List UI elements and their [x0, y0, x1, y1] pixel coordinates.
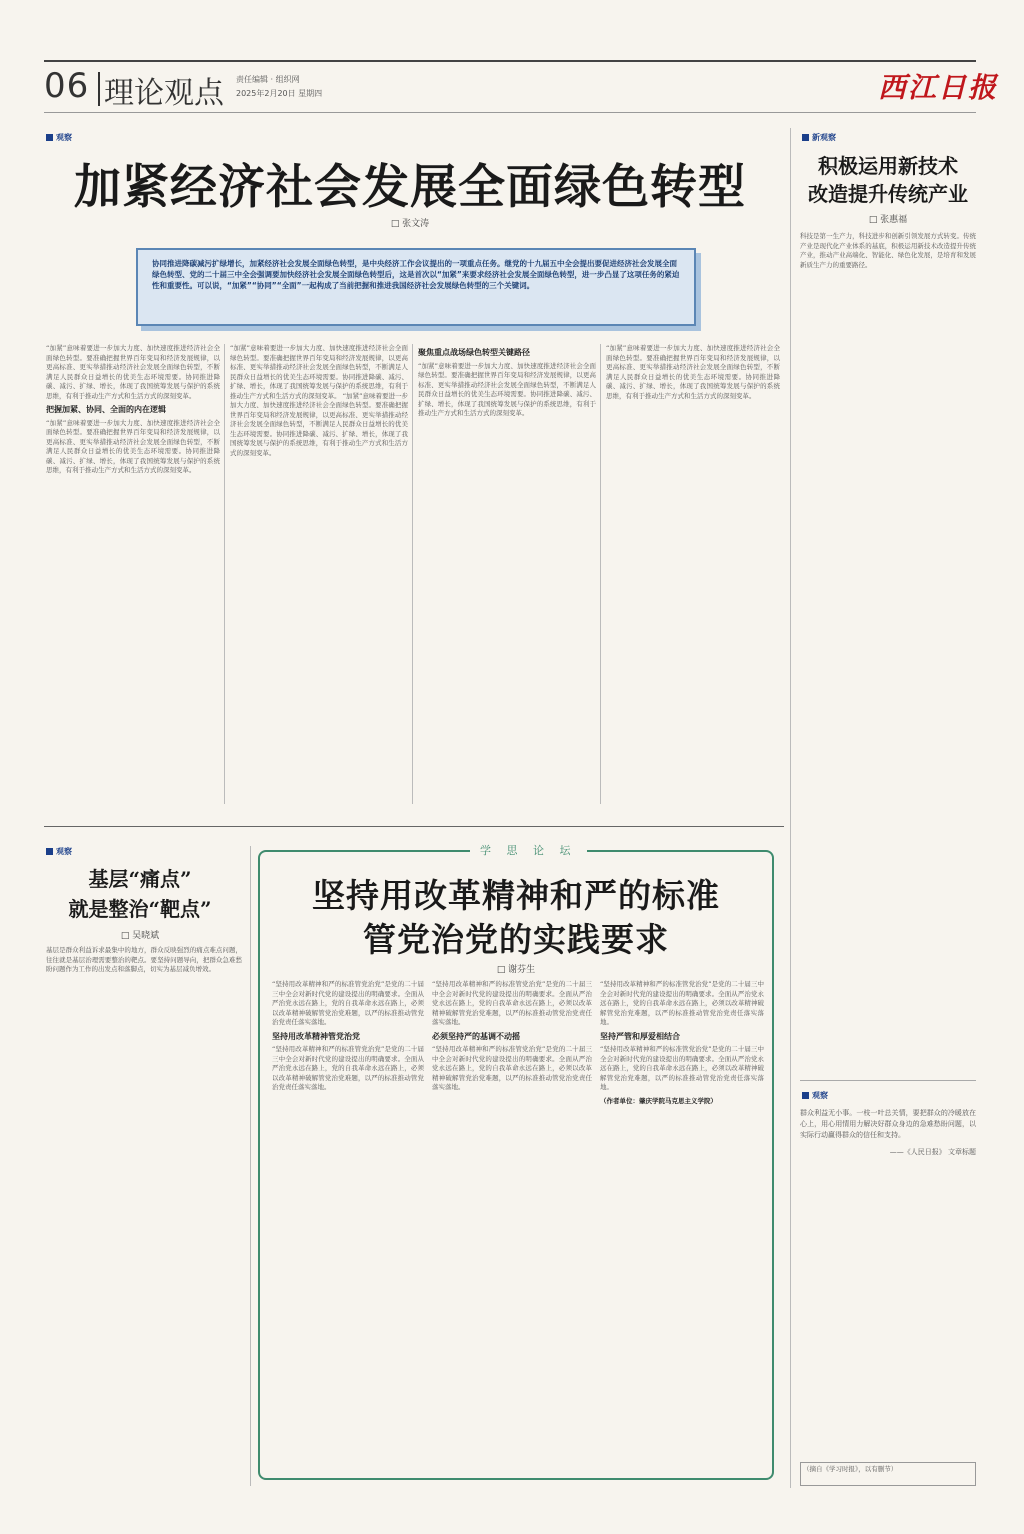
box-subhead-2: 必须坚持严的基调不动摇 — [432, 1031, 520, 1041]
small-body-text: 基层是群众利益诉求最集中的地方，群众反映强烈的痛点难点问题，往往就是基层治理需要整治的靶点。要坚持问题导向，把群众急难愁盼问题作为工作的出发点和落脚点，切实为基层减负增效。 — [46, 946, 242, 973]
column-divider — [600, 344, 601, 804]
top-rule — [44, 60, 976, 62]
main-body-text: “加紧”意味着要进一步加大力度、加快速度推进经济社会全面绿色转型。要准确把握世界百年变局和经济发展规律，以更高标准、更实举措推动经济社会发展全面绿色转型，不断满足人民群众日益增长的优美生态环境需要。协同推进降碳、减污、扩绿、增长，体现了我国统筹发展与保护的系统思维，有利于推动生产方式和生活方式的深刻变革。 — [230, 391, 408, 457]
main-column-3 — [418, 344, 596, 804]
bottom-right-tag: 观察 — [802, 1090, 828, 1101]
box-column-1 — [272, 980, 424, 1470]
column-divider — [412, 344, 413, 804]
side-article-tag: 新观察 — [802, 132, 836, 143]
small-body — [46, 946, 242, 1486]
box-column-2 — [432, 980, 592, 1470]
main-byline: □ 张文涛 — [390, 219, 430, 229]
issue-date: 2025年2月20日 星期四 — [236, 89, 323, 98]
main-body-text: “加紧”意味着要进一步加大力度、加快速度推进经济社会全面绿色转型。要准确把握世界百年变局和经济发展规律，以更高标准、更实举措推动经济社会发展全面绿色转型，不断满足人民群众日益增长的优美生态环境需要。协同推进降碳、减污、扩绿、增长，体现了我国统筹发展与保护的系统思维，有利于推动生产方式和生活方式的深刻变革。 — [46, 418, 220, 474]
side-body-text: 科技是第一生产力，科技进步和创新引领发展方式转变。传统产业是现代化产业体系的基底，积极运用新技术改造提升传统产业，推动产业高端化、智能化、绿色化发展，是培育和发展新质生产力的重要路径。 — [800, 232, 976, 269]
box-subhead-3: 坚持严管和厚爱相结合 — [600, 1031, 680, 1041]
small-byline: □ 吴晓斌 — [120, 931, 160, 941]
side-headline — [798, 152, 978, 208]
box-body-text: “坚持用改革精神和严的标准管党治党”是党的二十届三中全会对新时代党的建设提出的明确要求。全面从严治党永远在路上，党的自我革命永远在路上，必须以改革精神破解管党治党难题，以严的标准推动管党治党责任落实落地。 — [600, 980, 764, 1026]
box-headline-line-2: 管党治党的实践要求 — [363, 920, 669, 959]
box-column-3 — [600, 980, 764, 1470]
box-headline-line-1: 坚持用改革精神和严的标准 — [312, 876, 720, 915]
main-column-2 — [230, 344, 408, 804]
column-divider — [224, 344, 225, 804]
main-lead-box: 协同推进降碳减污扩绿增长，加紧经济社会发展全面绿色转型，是中央经济工作会议提出的一项重点任务。继党的十九届五中全会提出要促进经济社会发展全面绿色转型、党的二十届三中全会强调要加快经济社会发展全面绿色转型后，这是首次以“加紧”来要求经济社会发展全面绿色转型，进一步凸显了这项任务的紧迫性和重要性。可以说，“加紧”“协同”“全面”一起构成了当前把握和推进我国经济社会发展绿色转型的三个关键词。 — [136, 248, 696, 326]
section-title: 理论观点 — [104, 76, 224, 111]
side-divider — [790, 128, 791, 1488]
bottom-right-source: ——《人民日报》 文章标题 — [889, 1148, 976, 1156]
bottom-right-note: （摘自《学习时报》，以有删节） — [800, 1462, 976, 1486]
small-headline-line-2: 就是整治“靶点” — [68, 897, 212, 921]
newspaper-masthead: 西江日报 — [878, 71, 999, 104]
small-headline — [40, 864, 240, 924]
box-author-note: （作者单位：肇庆学院马克思主义学院） — [600, 1096, 717, 1105]
side-headline-line-1: 积极运用新技术 — [818, 154, 958, 178]
main-body-text: “加紧”意味着要进一步加大力度、加快速度推进经济社会全面绿色转型。要准确把握世界百年变局和经济发展规律，以更高标准、更实举措推动经济社会发展全面绿色转型，不断满足人民群众日益增长的优美生态环境需要。协同推进降碳、减污、扩绿、增长，体现了我国统筹发展与保护的系统思维，有利于推动生产方式和生活方式的深刻变革。 — [230, 344, 408, 400]
main-subhead-1: 把握加紧、协同、全面的内在逻辑 — [46, 405, 166, 414]
main-article-tag: 观察 — [46, 132, 72, 143]
main-headline: 加紧经济社会发展全面绿色转型 — [74, 160, 746, 215]
box-body-text: “坚持用改革精神和严的标准管党治党”是党的二十届三中全会对新时代党的建设提出的明确要求。全面从严治党永远在路上，党的自我革命永远在路上，必须以改革精神破解管党治党难题，以严的标准推动管党治党责任落实落地。 — [272, 980, 424, 1026]
main-subhead-2: 聚焦重点战场绿色转型关键路径 — [418, 348, 530, 357]
side-byline: □ 张惠福 — [868, 215, 908, 225]
header-rule — [44, 112, 976, 113]
box-byline: □ 谢芬生 — [496, 965, 536, 975]
bottom-right-body — [800, 1108, 976, 1428]
header-divider — [98, 72, 100, 106]
box-body-text: “坚持用改革精神和严的标准管党治党”是党的二十届三中全会对新时代党的建设提出的明确要求。全面从严治党永远在路上，党的自我革命永远在路上，必须以改革精神破解管党治党难题，以严的标准推动管党治党责任落实落地。 — [432, 980, 592, 1026]
column-divider — [250, 846, 251, 1486]
main-body-text: “加紧”意味着要进一步加大力度、加快速度推进经济社会全面绿色转型。要准确把握世界百年变局和经济发展规律，以更高标准、更实举措推动经济社会发展全面绿色转型，不断满足人民群众日益增长的优美生态环境需要。协同推进降碳、减污、扩绿、增长，体现了我国统筹发展与保护的系统思维，有利于推动生产方式和生活方式的深刻变革。 — [606, 344, 780, 400]
side-headline-line-2: 改造提升传统产业 — [808, 182, 968, 206]
small-headline-line-1: 基层“痛点” — [88, 867, 192, 891]
box-body-text: “坚持用改革精神和严的标准管党治党”是党的二十届三中全会对新时代党的建设提出的明确要求。全面从严治党永远在路上，党的自我革命永远在路上，必须以改革精神破解管党治党难题，以严的标准推动管党治党责任落实落地。 — [272, 1045, 424, 1091]
main-column-4 — [606, 344, 780, 804]
box-body-text: “坚持用改革精神和严的标准管党治党”是党的二十届三中全会对新时代党的建设提出的明确要求。全面从严治党永远在路上，党的自我革命永远在路上，必须以改革精神破解管党治党难题，以严的标准推动管党治党责任落实落地。 — [600, 1045, 764, 1091]
main-body-text: “加紧”意味着要进一步加大力度、加快速度推进经济社会全面绿色转型。要准确把握世界百年变局和经济发展规律，以更高标准、更实举措推动经济社会发展全面绿色转型，不断满足人民群众日益增长的优美生态环境需要。协同推进降碳、减污、扩绿、增长，体现了我国统筹发展与保护的系统思维，有利于推动生产方式和生活方式的深刻变革。 — [46, 344, 220, 400]
small-article-tag: 观察 — [46, 846, 72, 857]
middle-rule — [44, 826, 784, 827]
editor-info: 责任编辑 · 组织网 — [236, 75, 300, 84]
main-column-1 — [46, 344, 220, 804]
side-body — [800, 232, 976, 1072]
page-number: 06 — [44, 66, 90, 106]
box-body-text: “坚持用改革精神和严的标准管党治党”是党的二十届三中全会对新时代党的建设提出的明确要求。全面从严治党永远在路上，党的自我革命永远在路上，必须以改革精神破解管党治党难题，以严的标准推动管党治党责任落实落地。 — [432, 1045, 592, 1091]
bottom-right-text: 群众利益无小事。一枝一叶总关情，要把群众的冷暖放在心上，用心用情用力解决好群众身边的急难愁盼问题，以实际行动赢得群众的信任和支持。 — [800, 1109, 976, 1139]
boxed-article-label: 学 思 论 坛 — [470, 842, 587, 858]
side-section-rule — [800, 1080, 976, 1081]
main-body-text: “加紧”意味着要进一步加大力度、加快速度推进经济社会全面绿色转型。要准确把握世界百年变局和经济发展规律，以更高标准、更实举措推动经济社会发展全面绿色转型，不断满足人民群众日益增长的优美生态环境需要。协同推进降碳、减污、扩绿、增长，体现了我国统筹发展与保护的系统思维，有利于推动生产方式和生活方式的深刻变革。 — [418, 361, 596, 417]
box-subhead-1: 坚持用改革精神管党治党 — [272, 1031, 360, 1041]
